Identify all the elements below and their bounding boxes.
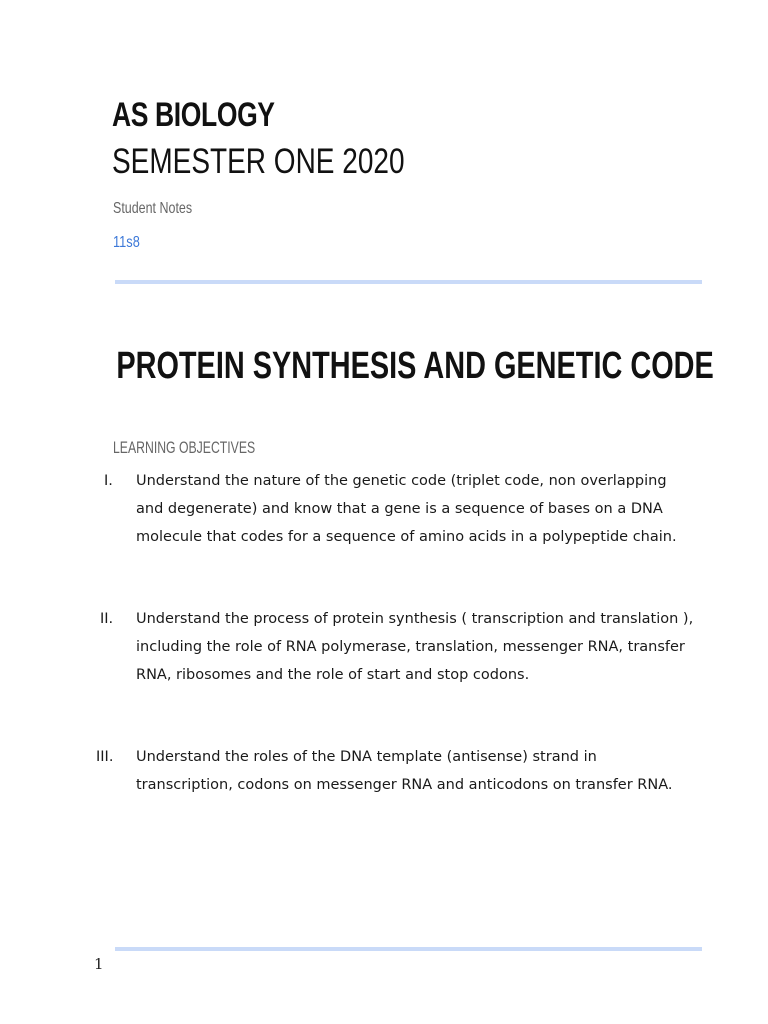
course-title: AS BIOLOGY xyxy=(112,96,275,134)
section-heading-text: PROTEIN SYNTHESIS AND GENETIC CODE xyxy=(116,345,714,387)
objective-text: Understand the process of protein synthesis ( transcription and translation ), including the role of RNA polymerase, translation, messenger RNA, transfer RNA, ribosomes and the role of start and stop codons. xyxy=(136,611,694,683)
objective-numeral: II. xyxy=(100,611,114,627)
header-divider xyxy=(115,280,702,284)
objective-numeral: I. xyxy=(104,473,113,489)
objective-numeral: III. xyxy=(96,749,114,765)
section-heading xyxy=(0,345,768,388)
objective-text: Understand the roles of the DNA template (antisense) strand in transcription, codons on messenger RNA and anticodons on transfer RNA. xyxy=(136,749,673,793)
class-code: 11s8 xyxy=(113,234,140,251)
objective-text: Understand the nature of the genetic code (triplet code, non overlapping and degenerate) and know that a gene is a sequence of bases on a DNA molecule that codes for a sequence of amino acids in a polypeptide chain. xyxy=(136,473,677,545)
document-subtitle: Student Notes xyxy=(113,200,193,217)
objectives-label: LEARNING OBJECTIVES xyxy=(113,438,256,457)
footer-divider xyxy=(115,947,702,951)
page-number: 1 xyxy=(94,955,104,973)
semester-title: SEMESTER ONE 2020 xyxy=(112,142,405,181)
